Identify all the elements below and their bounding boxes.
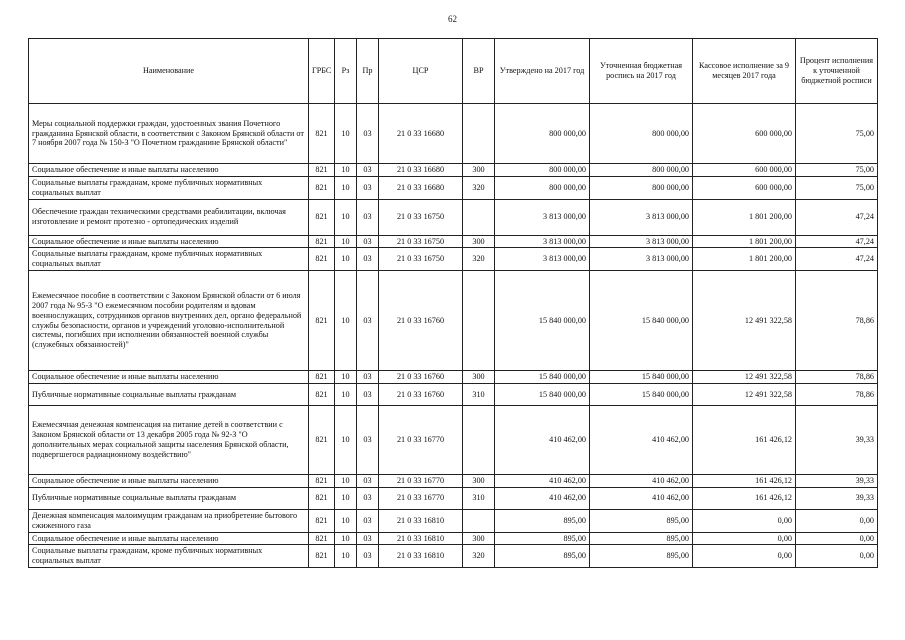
cell-vr: 320 <box>463 176 495 199</box>
cell-refined: 3 813 000,00 <box>590 235 693 248</box>
cell-name: Публичные нормативные социальные выплаты гражданам <box>29 384 309 406</box>
table-row <box>29 248 878 271</box>
table-row <box>29 176 878 199</box>
cell-rz: 10 <box>335 371 357 384</box>
cell-approved: 15 840 000,00 <box>495 384 590 406</box>
cell-approved: 15 840 000,00 <box>495 271 590 371</box>
cell-pr: 03 <box>357 104 379 164</box>
cell-percent: 75,00 <box>796 176 878 199</box>
cell-rz: 10 <box>335 235 357 248</box>
cell-approved: 3 813 000,00 <box>495 199 590 235</box>
cell-grbs: 821 <box>309 487 335 509</box>
cell-vr: 310 <box>463 384 495 406</box>
cell-csr: 21 0 33 16680 <box>379 104 463 164</box>
table-row <box>29 532 878 545</box>
cell-csr: 21 0 33 16810 <box>379 509 463 532</box>
cell-vr: 300 <box>463 371 495 384</box>
cell-name: Социальное обеспечение и иные выплаты населению <box>29 164 309 177</box>
cell-grbs: 821 <box>309 371 335 384</box>
cell-grbs: 821 <box>309 532 335 545</box>
cell-name: Денежная компенсация малоимущим гражданам на приобретение бытового сжиженного газа <box>29 509 309 532</box>
header-percent: Процент исполнения к уточненной бюджетной росписи <box>796 39 878 104</box>
cell-pr: 03 <box>357 164 379 177</box>
header-executed: Кассовое исполнение за 9 месяцев 2017 года <box>693 39 796 104</box>
cell-approved: 410 462,00 <box>495 475 590 488</box>
cell-refined: 3 813 000,00 <box>590 199 693 235</box>
cell-percent: 78,86 <box>796 271 878 371</box>
cell-name: Социальные выплаты гражданам, кроме публичных нормативных социальных выплат <box>29 176 309 199</box>
cell-grbs: 821 <box>309 406 335 475</box>
cell-executed: 0,00 <box>693 532 796 545</box>
cell-rz: 10 <box>335 164 357 177</box>
header-grbs: ГРБС <box>309 39 335 104</box>
cell-approved: 895,00 <box>495 545 590 568</box>
cell-name: Ежемесячная денежная компенсация на питание детей в соответствии с Законом Брянской области от 13 декабря 2005 года № 92-З "О дополнительных мерах социальной защиты населения Брянской области, подвергшегося радиационному воздействию" <box>29 406 309 475</box>
cell-grbs: 821 <box>309 271 335 371</box>
cell-rz: 10 <box>335 509 357 532</box>
cell-pr: 03 <box>357 271 379 371</box>
cell-pr: 03 <box>357 199 379 235</box>
cell-refined: 895,00 <box>590 509 693 532</box>
cell-name: Социальное обеспечение и иные выплаты населению <box>29 235 309 248</box>
cell-executed: 12 491 322,58 <box>693 384 796 406</box>
cell-csr: 21 0 33 16770 <box>379 475 463 488</box>
header-refined: Уточненная бюджетная роспись на 2017 год <box>590 39 693 104</box>
cell-executed: 12 491 322,58 <box>693 371 796 384</box>
cell-vr <box>463 104 495 164</box>
cell-percent: 78,86 <box>796 384 878 406</box>
table-body <box>29 104 878 568</box>
cell-approved: 895,00 <box>495 509 590 532</box>
cell-name: Публичные нормативные социальные выплаты гражданам <box>29 487 309 509</box>
cell-pr: 03 <box>357 384 379 406</box>
cell-executed: 0,00 <box>693 545 796 568</box>
table-row <box>29 545 878 568</box>
cell-csr: 21 0 33 16750 <box>379 248 463 271</box>
cell-executed: 600 000,00 <box>693 164 796 177</box>
cell-approved: 895,00 <box>495 532 590 545</box>
cell-percent: 47,24 <box>796 235 878 248</box>
table-header <box>29 39 878 104</box>
cell-approved: 410 462,00 <box>495 406 590 475</box>
cell-refined: 800 000,00 <box>590 176 693 199</box>
cell-vr <box>463 271 495 371</box>
table-row <box>29 164 878 177</box>
table-row <box>29 371 878 384</box>
cell-csr: 21 0 33 16680 <box>379 176 463 199</box>
cell-executed: 161 426,12 <box>693 406 796 475</box>
cell-vr: 300 <box>463 475 495 488</box>
cell-rz: 10 <box>335 271 357 371</box>
cell-grbs: 821 <box>309 235 335 248</box>
cell-pr: 03 <box>357 176 379 199</box>
cell-csr: 21 0 33 16750 <box>379 235 463 248</box>
cell-vr: 320 <box>463 248 495 271</box>
table-row <box>29 384 878 406</box>
cell-pr: 03 <box>357 475 379 488</box>
cell-executed: 1 801 200,00 <box>693 199 796 235</box>
cell-name: Социальное обеспечение и иные выплаты населению <box>29 532 309 545</box>
cell-executed: 161 426,12 <box>693 487 796 509</box>
cell-grbs: 821 <box>309 545 335 568</box>
cell-rz: 10 <box>335 475 357 488</box>
cell-executed: 1 801 200,00 <box>693 248 796 271</box>
cell-vr <box>463 199 495 235</box>
table-row <box>29 199 878 235</box>
cell-csr: 21 0 33 16770 <box>379 487 463 509</box>
cell-refined: 15 840 000,00 <box>590 271 693 371</box>
table-row <box>29 104 878 164</box>
cell-grbs: 821 <box>309 384 335 406</box>
cell-executed: 12 491 322,58 <box>693 271 796 371</box>
cell-percent: 75,00 <box>796 104 878 164</box>
cell-vr <box>463 509 495 532</box>
cell-approved: 15 840 000,00 <box>495 371 590 384</box>
cell-csr: 21 0 33 16760 <box>379 271 463 371</box>
cell-pr: 03 <box>357 235 379 248</box>
table-row <box>29 475 878 488</box>
cell-rz: 10 <box>335 487 357 509</box>
cell-vr: 300 <box>463 235 495 248</box>
cell-percent: 39,33 <box>796 475 878 488</box>
budget-table <box>28 38 878 568</box>
cell-percent: 47,24 <box>796 199 878 235</box>
cell-refined: 410 462,00 <box>590 475 693 488</box>
cell-grbs: 821 <box>309 509 335 532</box>
cell-rz: 10 <box>335 545 357 568</box>
header-vr: ВР <box>463 39 495 104</box>
cell-approved: 800 000,00 <box>495 104 590 164</box>
header-row <box>29 39 878 104</box>
cell-csr: 21 0 33 16810 <box>379 532 463 545</box>
page-number: 62 <box>448 14 457 24</box>
cell-executed: 600 000,00 <box>693 104 796 164</box>
cell-name: Ежемесячное пособие в соответствии с Законом Брянской области от 6 июля 2007 года № 95-З "О ежемесячном пособии родителям и вдовам военнослужащих, сотрудников органов внутренних дел, органо федеральной службы безопасности, органов и учреждений уголовно-исполнительной системы, погибших при исполнении обязанностей военной службы (служебных обязанностей)" <box>29 271 309 371</box>
header-rz: Рз <box>335 39 357 104</box>
cell-approved: 3 813 000,00 <box>495 235 590 248</box>
cell-rz: 10 <box>335 104 357 164</box>
cell-refined: 800 000,00 <box>590 164 693 177</box>
cell-rz: 10 <box>335 384 357 406</box>
cell-pr: 03 <box>357 509 379 532</box>
cell-grbs: 821 <box>309 199 335 235</box>
cell-approved: 800 000,00 <box>495 164 590 177</box>
cell-pr: 03 <box>357 532 379 545</box>
header-name: Наименование <box>29 39 309 104</box>
cell-percent: 78,86 <box>796 371 878 384</box>
cell-percent: 39,33 <box>796 406 878 475</box>
cell-refined: 895,00 <box>590 532 693 545</box>
cell-name: Обеспечение граждан техническими средствами реабилитации, включая изготовление и ремонт протезно - ортопедических изделий <box>29 199 309 235</box>
cell-percent: 0,00 <box>796 509 878 532</box>
cell-refined: 3 813 000,00 <box>590 248 693 271</box>
cell-executed: 0,00 <box>693 509 796 532</box>
cell-pr: 03 <box>357 487 379 509</box>
cell-csr: 21 0 33 16680 <box>379 164 463 177</box>
table-row <box>29 271 878 371</box>
cell-grbs: 821 <box>309 475 335 488</box>
header-csr: ЦСР <box>379 39 463 104</box>
table-row <box>29 509 878 532</box>
cell-percent: 0,00 <box>796 545 878 568</box>
cell-vr: 310 <box>463 487 495 509</box>
cell-approved: 410 462,00 <box>495 487 590 509</box>
cell-rz: 10 <box>335 532 357 545</box>
table-row <box>29 406 878 475</box>
cell-executed: 1 801 200,00 <box>693 235 796 248</box>
cell-rz: 10 <box>335 248 357 271</box>
cell-name: Социальные выплаты гражданам, кроме публичных нормативных социальных выплат <box>29 545 309 568</box>
cell-percent: 75,00 <box>796 164 878 177</box>
table-row <box>29 235 878 248</box>
cell-refined: 800 000,00 <box>590 104 693 164</box>
cell-executed: 161 426,12 <box>693 475 796 488</box>
cell-grbs: 821 <box>309 176 335 199</box>
cell-csr: 21 0 33 16760 <box>379 384 463 406</box>
cell-vr: 320 <box>463 545 495 568</box>
cell-csr: 21 0 33 16760 <box>379 371 463 384</box>
cell-vr <box>463 406 495 475</box>
cell-pr: 03 <box>357 371 379 384</box>
cell-percent: 47,24 <box>796 248 878 271</box>
cell-pr: 03 <box>357 248 379 271</box>
cell-refined: 410 462,00 <box>590 487 693 509</box>
cell-csr: 21 0 33 16770 <box>379 406 463 475</box>
cell-vr: 300 <box>463 164 495 177</box>
cell-csr: 21 0 33 16810 <box>379 545 463 568</box>
cell-refined: 410 462,00 <box>590 406 693 475</box>
cell-csr: 21 0 33 16750 <box>379 199 463 235</box>
cell-pr: 03 <box>357 545 379 568</box>
cell-percent: 0,00 <box>796 532 878 545</box>
cell-approved: 800 000,00 <box>495 176 590 199</box>
cell-approved: 3 813 000,00 <box>495 248 590 271</box>
cell-percent: 39,33 <box>796 487 878 509</box>
cell-executed: 600 000,00 <box>693 176 796 199</box>
table-row <box>29 487 878 509</box>
cell-pr: 03 <box>357 406 379 475</box>
cell-name: Социальные выплаты гражданам, кроме публичных нормативных социальных выплат <box>29 248 309 271</box>
cell-refined: 15 840 000,00 <box>590 371 693 384</box>
cell-rz: 10 <box>335 199 357 235</box>
cell-name: Социальное обеспечение и иные выплаты населению <box>29 371 309 384</box>
header-pr: Пр <box>357 39 379 104</box>
cell-rz: 10 <box>335 406 357 475</box>
cell-refined: 895,00 <box>590 545 693 568</box>
cell-grbs: 821 <box>309 164 335 177</box>
cell-vr: 300 <box>463 532 495 545</box>
cell-name: Меры социальной поддержки граждан, удостоенных звания Почетного гражданина Брянской области, в соответствии с Законом Брянской области от 7 ноября 2007 года № 150-З "О Почетном гражданине Брянской области" <box>29 104 309 164</box>
cell-grbs: 821 <box>309 248 335 271</box>
cell-grbs: 821 <box>309 104 335 164</box>
cell-rz: 10 <box>335 176 357 199</box>
header-approved: Утверждено на 2017 год <box>495 39 590 104</box>
cell-refined: 15 840 000,00 <box>590 384 693 406</box>
cell-name: Социальное обеспечение и иные выплаты населению <box>29 475 309 488</box>
